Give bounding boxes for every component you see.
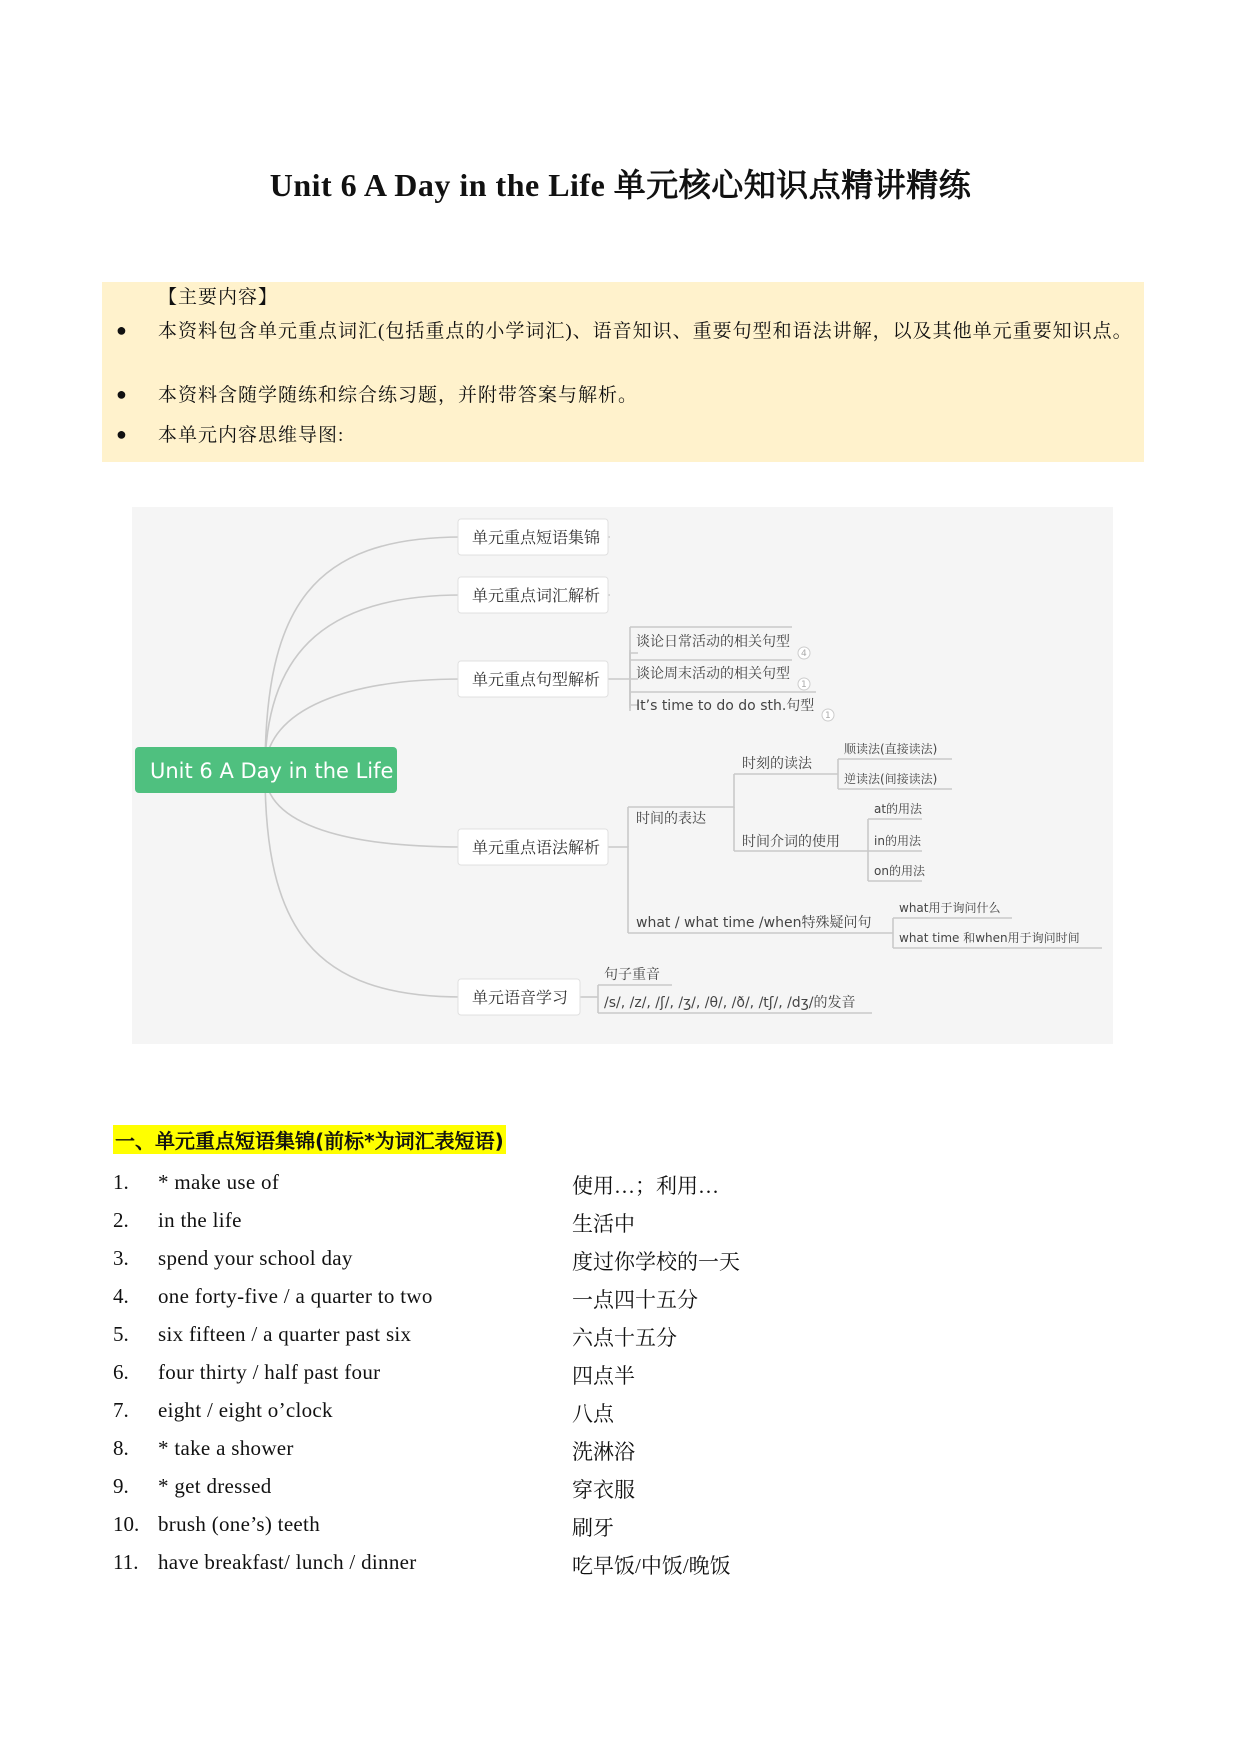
- bullet-icon: ●: [116, 424, 127, 444]
- phrase-list: [113, 1166, 1113, 1584]
- phrase-cn: 四点半: [572, 1364, 635, 1388]
- intro-heading: 【主要内容】: [158, 287, 279, 308]
- item-number: 2.: [113, 1208, 129, 1232]
- phrase-en: eight / eight o’clock: [158, 1398, 333, 1422]
- intro-box: [102, 282, 1144, 462]
- item-number: 5.: [113, 1322, 129, 1346]
- phrase-cn: 吃早饭/中饭/晚饭: [572, 1554, 731, 1578]
- phrase-en: * take a shower: [158, 1436, 294, 1460]
- sentence-item-3: It’s time to do do sth.句型: [636, 698, 815, 714]
- list-item: [113, 1204, 1113, 1242]
- reading-method-2: 逆读法(间接读法): [844, 772, 938, 786]
- list-item: [113, 1356, 1113, 1394]
- item-number: 9.: [113, 1474, 129, 1498]
- phrase-cn: 使用…；利用…: [572, 1174, 719, 1198]
- preposition-item-at: at的用法: [874, 802, 923, 816]
- list-item: [113, 1318, 1113, 1356]
- page-title: Unit 6 A Day in the Life 单元核心知识点精讲精练: [269, 167, 972, 203]
- list-item: [113, 1508, 1113, 1546]
- phrase-cn: 六点十五分: [572, 1326, 677, 1350]
- list-item: [113, 1546, 1113, 1584]
- phrase-en: four thirty / half past four: [158, 1360, 381, 1384]
- item-number: 6.: [113, 1360, 129, 1384]
- phonetics-item-1: 句子重音: [604, 967, 660, 983]
- intro-bullet-3: 本单元内容思维导图:: [158, 425, 345, 446]
- list-item: [113, 1432, 1113, 1470]
- bullet-icon: ●: [116, 320, 127, 340]
- bullet-icon: ●: [116, 384, 127, 404]
- badge-count: 1: [825, 711, 831, 721]
- phrase-cn: 刷牙: [572, 1516, 614, 1540]
- grammar-time-expression: 时间的表达: [636, 811, 706, 827]
- phrase-cn: 八点: [572, 1402, 614, 1426]
- phrase-cn: 洗淋浴: [572, 1440, 635, 1464]
- phonetics-item-2: /s/, /z/, /ʃ/, /ʒ/, /θ/, /ð/, /tʃ/, /dʒ/的发音: [604, 995, 856, 1011]
- list-item: [113, 1166, 1113, 1204]
- phrase-cn: 穿衣服: [572, 1478, 635, 1502]
- badge-count: 1: [801, 680, 807, 690]
- item-number: 3.: [113, 1246, 129, 1270]
- list-item: [113, 1394, 1113, 1432]
- branch-phrases: 单元重点短语集锦: [472, 528, 601, 547]
- sentence-item-2: 谈论周末活动的相关句型: [636, 666, 790, 682]
- item-number: 7.: [113, 1398, 129, 1422]
- list-item: [113, 1242, 1113, 1280]
- grammar-reading-time: 时刻的读法: [742, 756, 812, 772]
- question-item-1: what用于询问什么: [899, 901, 1001, 915]
- mind-map: [132, 507, 1113, 1044]
- item-number: 10.: [113, 1512, 140, 1536]
- badge-count: 4: [801, 649, 807, 659]
- grammar-prepositions: 时间介词的使用: [742, 834, 840, 850]
- branch-phonetics: 单元语音学习: [472, 988, 569, 1007]
- phrase-en: have breakfast/ lunch / dinner: [158, 1550, 417, 1574]
- phrase-en: * get dressed: [158, 1474, 272, 1498]
- list-item: [113, 1280, 1113, 1318]
- preposition-item-in: in的用法: [874, 834, 921, 848]
- grammar-question: what / what time /when特殊疑问句: [636, 915, 872, 931]
- question-item-2: what time 和when用于询问时间: [899, 931, 1080, 945]
- phrase-en: in the life: [158, 1208, 242, 1232]
- branch-sentences: 单元重点句型解析: [472, 670, 601, 689]
- preposition-item-on: on的用法: [874, 864, 925, 878]
- branch-grammar: 单元重点语法解析: [472, 838, 601, 857]
- branch-vocab: 单元重点词汇解析: [472, 586, 601, 605]
- intro-bullet-1: 本资料包含单元重点词汇(包括重点的小学词汇)、语音知识、重要句型和语法讲解，以及其他单元重要知识点。: [158, 321, 1133, 342]
- intro-bullet-2: 本资料含随学随练和综合练习题，并附带答案与解析。: [158, 385, 639, 406]
- phrase-en: * make use of: [158, 1170, 280, 1194]
- phrase-cn: 度过你学校的一天: [572, 1250, 740, 1274]
- item-number: 4.: [113, 1284, 129, 1308]
- phrase-cn: 一点四十五分: [572, 1288, 698, 1312]
- section-heading: 一、单元重点短语集锦(前标*为词汇表短语): [113, 1125, 506, 1154]
- phrase-en: brush (one’s) teeth: [158, 1512, 320, 1536]
- sentence-item-1: 谈论日常活动的相关句型: [636, 634, 790, 650]
- phrase-cn: 生活中: [572, 1212, 635, 1236]
- item-number: 1.: [113, 1170, 129, 1194]
- item-number: 11.: [113, 1550, 139, 1574]
- phrase-en: six fifteen / a quarter past six: [158, 1322, 412, 1346]
- phrase-en: one forty-five / a quarter to two: [158, 1284, 433, 1308]
- phrase-en: spend your school day: [158, 1246, 353, 1270]
- mindmap-root-label: Unit 6 A Day in the Life: [150, 759, 394, 783]
- item-number: 8.: [113, 1436, 129, 1460]
- reading-method-1: 顺读法(直接读法): [844, 742, 938, 756]
- list-item: [113, 1470, 1113, 1508]
